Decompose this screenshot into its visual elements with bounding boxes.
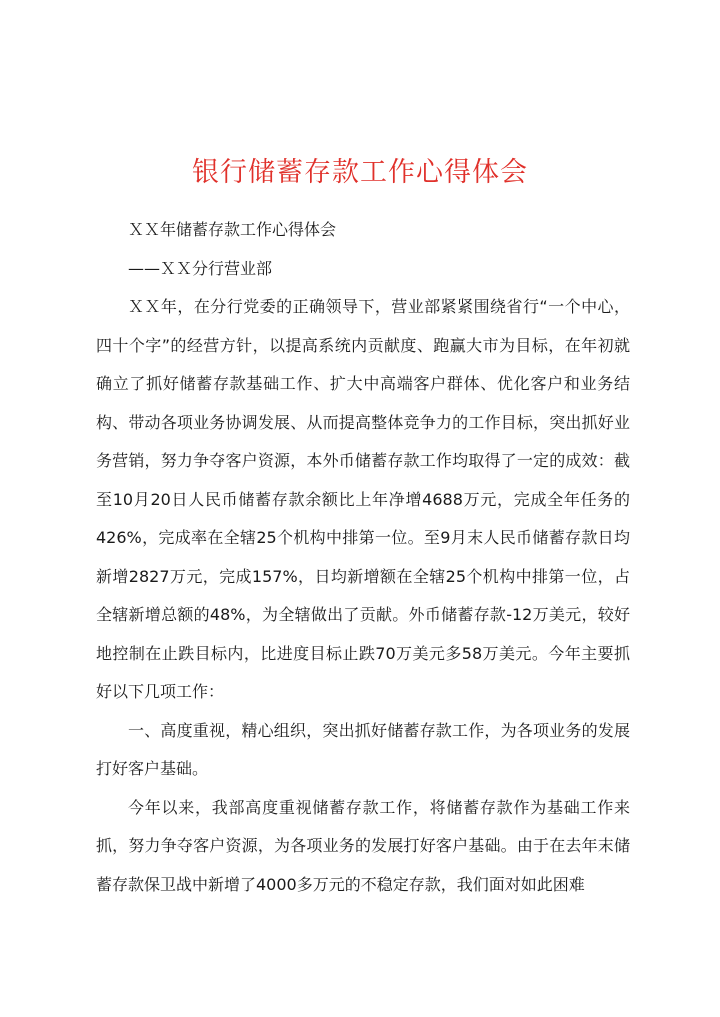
byline: ——ＸＸ分行营业部: [128, 258, 273, 278]
paragraph-2: 一、高度重视，精心组织，突出抓好储蓄存款工作，为各项业务的发展打好客户基础。: [96, 720, 630, 778]
paragraph-3: 今年以来，我部高度重视储蓄存款工作，将储蓄存款作为基础工作来抓，努力争夺客户资源，为各项业务的发展打好客户基础。由于在去年末储蓄存款保卫战中新增了4000多万元的不稳定存款，我们面对如此困难: [96, 797, 630, 894]
document-body: [96, 211, 630, 904]
subtitle-line: ＸＸ年储蓄存款工作心得体会: [128, 220, 337, 239]
document-title: 银行储蓄存款工作心得体会: [192, 157, 528, 188]
paragraph-1: ＸＸ年，在分行党委的正确领导下，营业部紧紧围绕省行“一个中心，四十个字”的经营方针，以提高系统内贡献度、跑赢大市为目标，在年初就确立了抓好储蓄存款基础工作、扩大中高端客户群体、优化客户和业务结构、带动各项业务协调发展、从而提高整体竞争力的工作目标，突出抓好业务营销，努力争夺客户资源，本外币储蓄存款工作均取得了一定的成效：截至10月20日人民币储蓄存款余额比上年净增4688万元，完成全年任务的426%，完成率在全辖25个机构中排第一位。至9月末人民币储蓄存款日均新增2827万元，完成157%，日均新增额在全辖25个机构中排第一位，占全辖新增总额的48%，为全辖做出了贡献。外币储蓄存款-12万美元，较好地控制在止跌目标内，比进度目标止跌70万美元多58万美元。今年主要抓好以下几项工作：: [96, 297, 630, 701]
